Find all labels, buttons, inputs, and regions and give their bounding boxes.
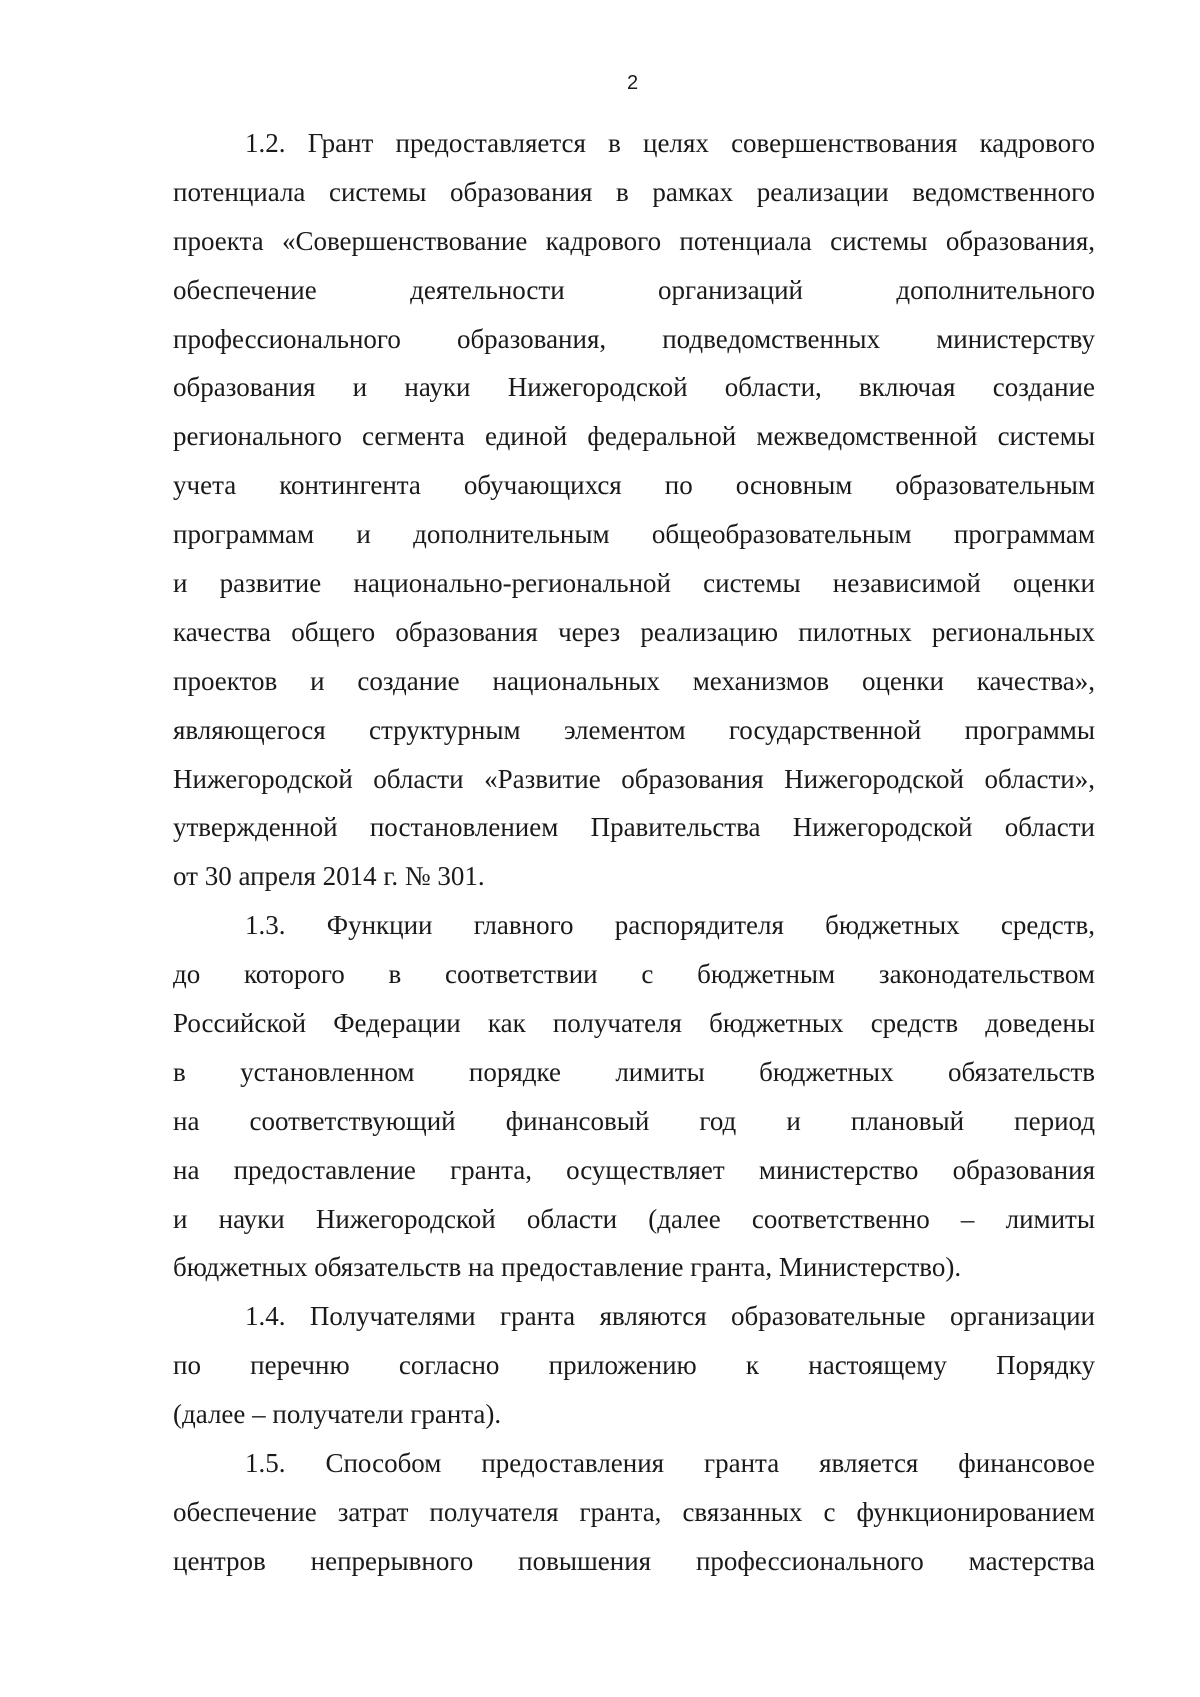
page-number: 2 (626, 72, 639, 94)
paragraph-1-3 (173, 901, 1095, 1292)
text-line: бюджетных обязательств на предоставление гранта, Министерство). (173, 1252, 962, 1283)
text-line: и науки Нижегородской области (далее соответственно – лимиты (173, 1203, 1095, 1234)
text-line: 1.4. Получателями гранта являются образовательные организации (245, 1301, 1095, 1332)
text-line: до которого в соответствии с бюджетным законодательством (173, 959, 1095, 990)
text-line: обеспечение деятельности организаций дополнительного (173, 274, 1095, 305)
text-line: центров непрерывного повышения профессионального мастерства (173, 1545, 1095, 1576)
text-line: Российской Федерации как получателя бюджетных средств доведены (173, 1008, 1095, 1039)
text-line: являющегося структурным элементом государственной программы (173, 714, 1095, 745)
text-line: профессионального образования, подведомственных министерству (173, 323, 1095, 354)
text-line: от 30 апреля 2014 г. № 301. (173, 861, 485, 892)
text-line: программам и дополнительным общеобразовательным программам (173, 519, 1095, 550)
text-line: по перечню согласно приложению к настоящему Порядку (173, 1350, 1095, 1381)
text-line: учета контингента обучающихся по основным образовательным (173, 470, 1095, 501)
paragraph-1-5 (173, 1439, 1095, 1586)
text-line: проектов и создание национальных механизмов оценки качества», (173, 665, 1095, 696)
text-line: образования и науки Нижегородской области, включая создание (173, 372, 1095, 403)
document-body (173, 119, 1095, 1586)
text-line: 1.5. Способом предоставления гранта является финансовое (245, 1448, 1095, 1479)
paragraph-1-4 (173, 1292, 1095, 1439)
text-line: 1.3. Функции главного распорядителя бюджетных средств, (245, 910, 1095, 941)
text-line: Нижегородской области «Развитие образования Нижегородской области», (173, 763, 1095, 794)
text-line: (далее – получатели гранта). (173, 1399, 502, 1430)
text-line: обеспечение затрат получателя гранта, связанных с функционированием (173, 1496, 1095, 1527)
text-line: и развитие национально-региональной системы независимой оценки (173, 568, 1095, 599)
text-line: утвержденной постановлением Правительства Нижегородской области (173, 812, 1095, 843)
text-line: на предоставление гранта, осуществляет министерство образования (173, 1154, 1095, 1185)
paragraph-1-2 (173, 119, 1095, 901)
text-line: проекта «Совершенствование кадрового потенциала системы образования, (173, 225, 1095, 256)
text-line: качества общего образования через реализацию пилотных региональных (173, 616, 1095, 647)
text-line: в установленном порядке лимиты бюджетных обязательств (173, 1056, 1095, 1087)
text-line: потенциала системы образования в рамках реализации ведомственного (173, 176, 1095, 207)
text-line: 1.2. Грант предоставляется в целях совершенствования кадрового (245, 128, 1095, 158)
text-line: на соответствующий финансовый год и плановый период (173, 1105, 1095, 1136)
text-line: регионального сегмента единой федеральной межведомственной системы (173, 421, 1095, 452)
